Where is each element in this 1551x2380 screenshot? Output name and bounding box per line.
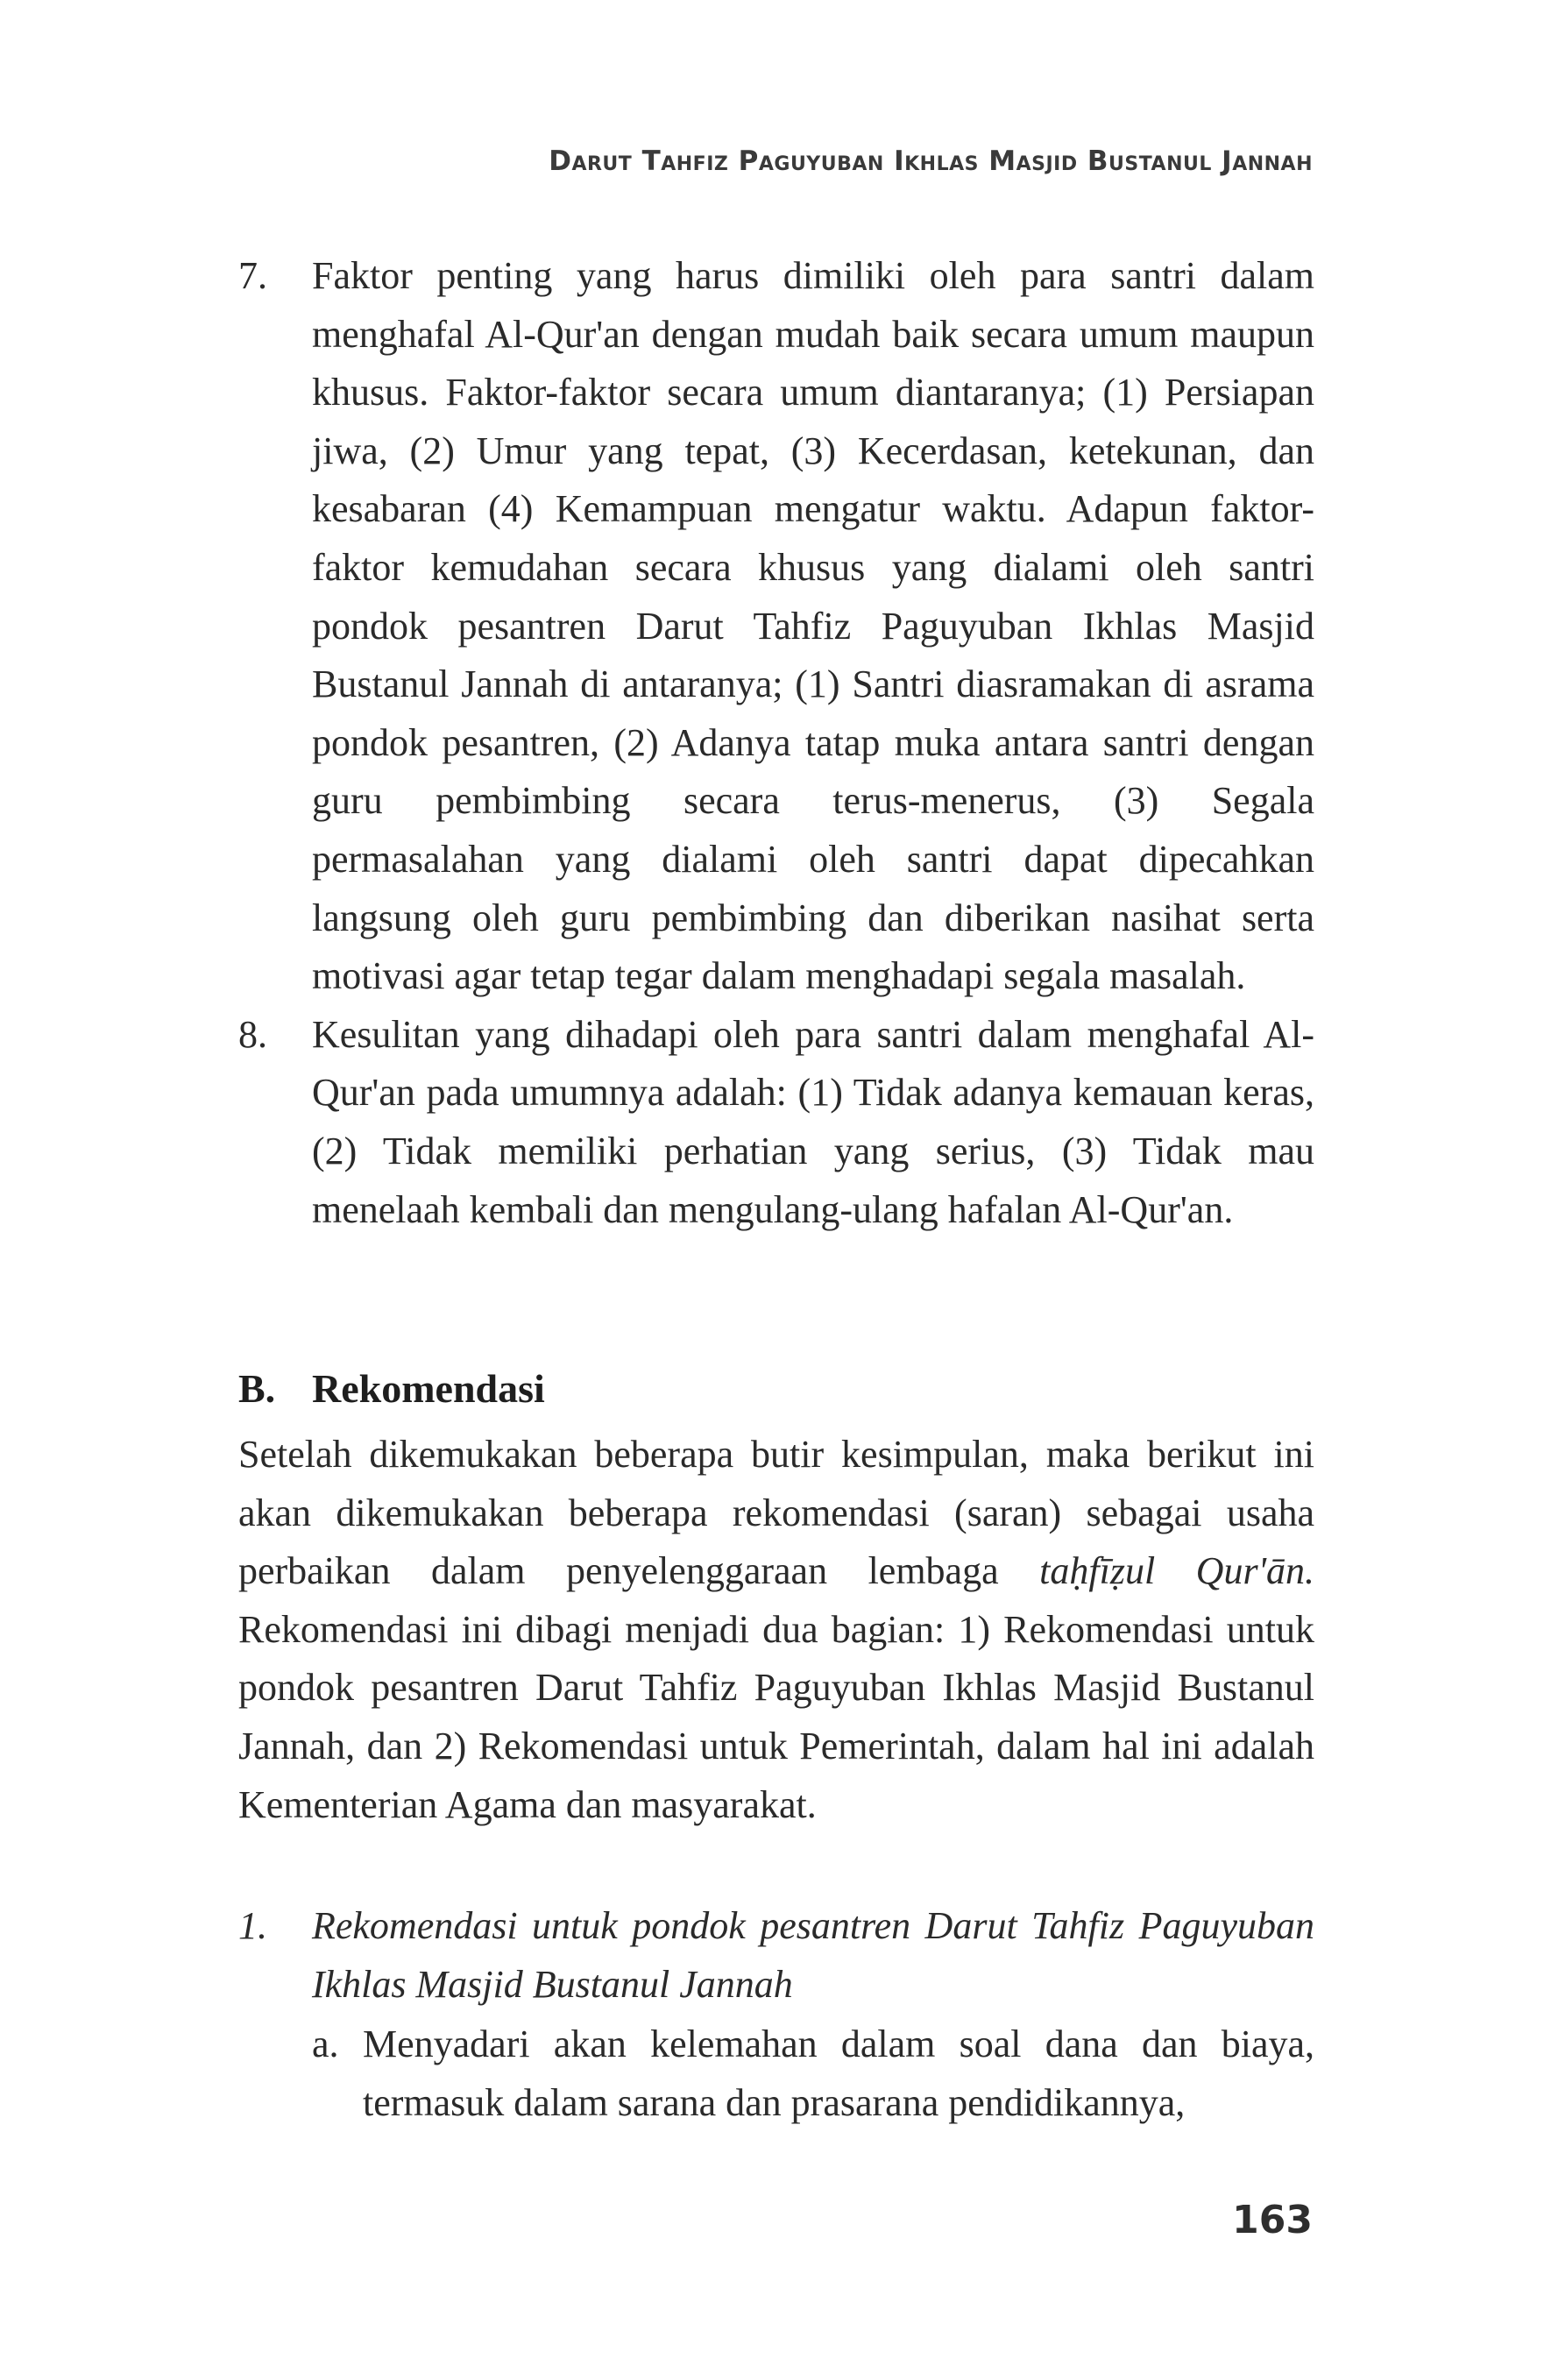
paragraph-term: taḥfīẓul Qur'ān. [1039,1549,1314,1593]
sub-list-item-text: Menyadari akan kelemahan dalam soal dana dan biaya, termasuk dalam sarana dan prasarana pendidikannya, [363,2022,1314,2124]
running-head: Darut Tahfiz Paguyuban Ikhlas Masjid Bustanul Jannah [549,145,1313,177]
subsection-number: 1. [238,1904,267,1947]
sub-list-item-label: a. [312,2022,339,2065]
recommendation-intro-paragraph [238,1426,1314,1834]
list-item-text: Faktor penting yang harus dimiliki oleh para santri dalam menghafal Al-Qur'an dengan mudah baik secara umum maupun khusus. Faktor-faktor secara umum diantaranya; (1) Persiapan jiwa, (2) Umur yang tepat, (3) Kecerdasan, ketekunan, dan kesabaran (4) Kemampuan mengatur waktu. Adapun faktor-faktor kemudahan secara khusus yang dialami oleh santri pondok pesantren Darut Tahfiz Paguyuban Ikhlas Masjid Bustanul Jannah di antaranya; (1) Santri diasramakan di asrama pondok pesantren, (2) Adanya tatap muka antara santri dengan guru pembimbing secara terus-menerus, (3) Segala permasalahan yang dialami oleh santri dapat dipecahkan langsung oleh guru pembimbing dan diberikan nasihat serta motivasi agar tetap tegar dalam menghadapi segala masalah. [312,254,1314,998]
subsection-heading [238,1897,1314,2014]
section-title: Rekomendasi [312,1366,545,1411]
list-item-text: Kesulitan yang dihadapi oleh para santri dalam menghafal Al-Qur'an pada umumnya adalah: (1) Tidak adanya kemauan keras, (2) Tidak memiliki perhatian yang serius, (3) Tidak mau menelaah kembali dan mengulang-ulang hafalan Al-Qur'an. [312,1012,1314,1231]
paragraph-text-continued: Rekomendasi ini dibagi menjadi dua bagian: 1) Rekomendasi untuk pondok pesantren Darut Tahfiz Paguyuban Ikhlas Masjid Bustanul Jannah, dan 2) Rekomendasi untuk Pemerintah, dalam hal ini adalah Kementerian Agama dan masyarakat. [238,1607,1314,1826]
subsection-title: Rekomendasi untuk pondok pesantren Darut Tahfiz Paguyuban Ikhlas Masjid Bustanul Jannah [312,1904,1314,2006]
sub-list-item [312,2015,1314,2132]
section-heading [238,1360,545,1418]
section-number: B. [238,1366,276,1411]
conclusion-list [238,247,1314,1239]
list-item [238,1006,1314,1239]
paragraph-text: Setelah dikemukakan beberapa butir kesimpulan, maka berikut ini akan dikemukakan beberapa rekomendasi (saran) sebagai usaha perbaikan dalam penyelenggaraan lembaga [238,1433,1314,1593]
list-item-number: 7. [238,254,267,297]
list-item [238,247,1314,1006]
list-item-number: 8. [238,1012,267,1056]
page-number: 163 [1232,2198,1313,2242]
